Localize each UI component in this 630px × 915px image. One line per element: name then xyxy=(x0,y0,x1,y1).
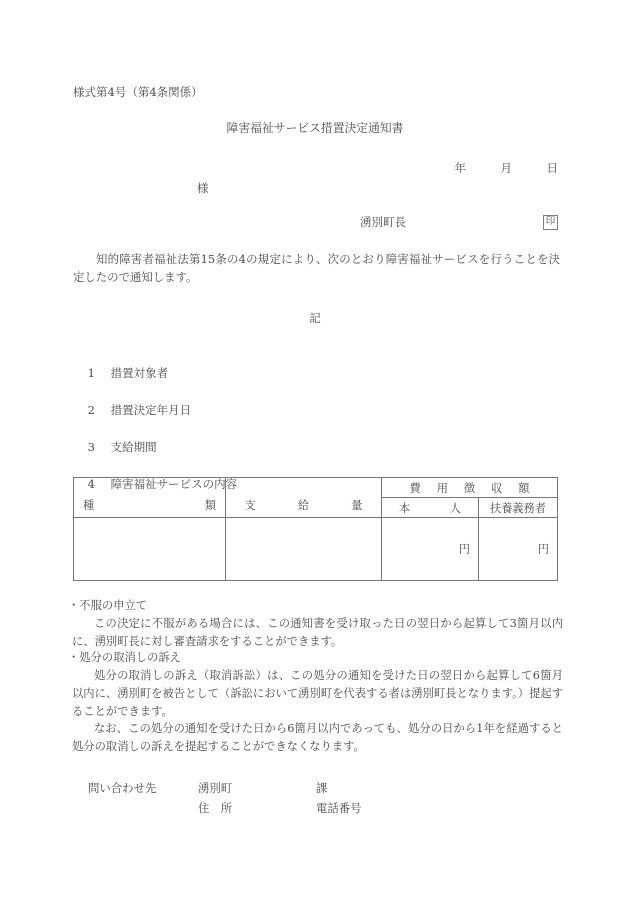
contact-department: 課 xyxy=(316,781,328,795)
contact-block xyxy=(88,779,362,819)
service-content-table xyxy=(73,477,558,581)
notice-paragraph: 処分の取消しの訴え（取消訴訟）は、この処分の通知を受けた日の翌日から起算して6箇月以内に、湧別町を被告として（訴訟において湧別町を代表する者は湧別町長となります。）提起することができます。 xyxy=(72,668,563,718)
contact-label: 問い合わせ先 xyxy=(88,781,157,795)
self-char-left: 本 xyxy=(399,501,411,515)
notice-appeal xyxy=(68,597,563,651)
issuer-name: 湧別町長 xyxy=(360,215,406,229)
column-header-kind xyxy=(74,478,226,518)
contact-row-primary xyxy=(88,779,362,799)
contact-row-secondary xyxy=(88,799,362,819)
contact-town: 湧別町 xyxy=(198,781,233,795)
kind-char-left: 種 xyxy=(83,499,95,512)
column-header-supply xyxy=(226,478,382,518)
cell-supporter-amount[interactable]: 円 xyxy=(479,518,558,581)
addressee-suffix: 様 xyxy=(197,181,209,195)
form-number: 様式第4号（第4条関係） xyxy=(73,85,203,99)
item-label: 支給期間 xyxy=(110,439,157,454)
notice-paragraph: この決定に不服がある場合には、この通知書を受け取った日の翌日から起算して3箇月以内に、湧別町長に対し審査請求をすることができます。 xyxy=(72,616,563,648)
item-label: 措置対象者 xyxy=(110,365,169,380)
document-title: 障害福祉サービス措置決定通知書 xyxy=(226,121,404,135)
fee-char-5: 額 xyxy=(518,481,530,495)
item-number: 3 xyxy=(87,439,95,454)
cell-kind[interactable] xyxy=(74,518,226,581)
item-number: 1 xyxy=(87,365,95,380)
seal-icon: 印 xyxy=(543,215,558,230)
kind-char-right: 類 xyxy=(204,499,216,512)
fee-char-3: 徴 xyxy=(463,481,476,495)
item-number: 4 xyxy=(87,476,95,491)
contact-spacer xyxy=(88,799,198,819)
supply-char-1: 支 xyxy=(244,499,256,512)
supply-char-3: 量 xyxy=(351,499,363,512)
cell-supply[interactable] xyxy=(226,518,382,581)
self-char-right: 人 xyxy=(449,501,461,515)
fee-char-4: 収 xyxy=(491,481,503,495)
item-label: 措置決定年月日 xyxy=(110,402,192,417)
column-header-self xyxy=(382,498,479,518)
date-line: 年 月 日 xyxy=(454,161,558,175)
body-paragraph: 知的障害者福祉法第15条の4の規定により、次のとおり障害福祉サービスを行うことを決定したので通知します。 xyxy=(73,252,560,285)
fee-char-2: 用 xyxy=(436,481,448,495)
column-header-supporter: 扶養義務者 xyxy=(479,498,558,518)
contact-phone-label: 電話番号 xyxy=(316,800,362,815)
fee-char-1: 費 xyxy=(409,481,421,495)
notice-paragraph: なお、この処分の通知を受けた日から6箇月以内であっても、処分の日から1年を経過すると処分の取消しの訴えを提起することができなくなります。 xyxy=(72,722,563,754)
contact-address-label: 住 所 xyxy=(198,800,233,815)
notice-revocation-suit xyxy=(68,649,563,756)
supply-char-2: 給 xyxy=(297,499,310,512)
notice-heading: ・処分の取消しの訴え xyxy=(68,651,181,664)
item-number: 2 xyxy=(87,402,95,417)
column-header-fee-collection xyxy=(382,478,558,498)
item-label: 障害福祉サービスの内容 xyxy=(110,476,238,491)
record-marker: 記 xyxy=(309,311,321,325)
table-header-row-top xyxy=(74,478,558,498)
notice-heading: ・不服の申立て xyxy=(68,599,148,612)
table-row xyxy=(74,518,558,581)
cell-self-amount[interactable]: 円 xyxy=(382,518,479,581)
issuer-row xyxy=(360,214,558,230)
